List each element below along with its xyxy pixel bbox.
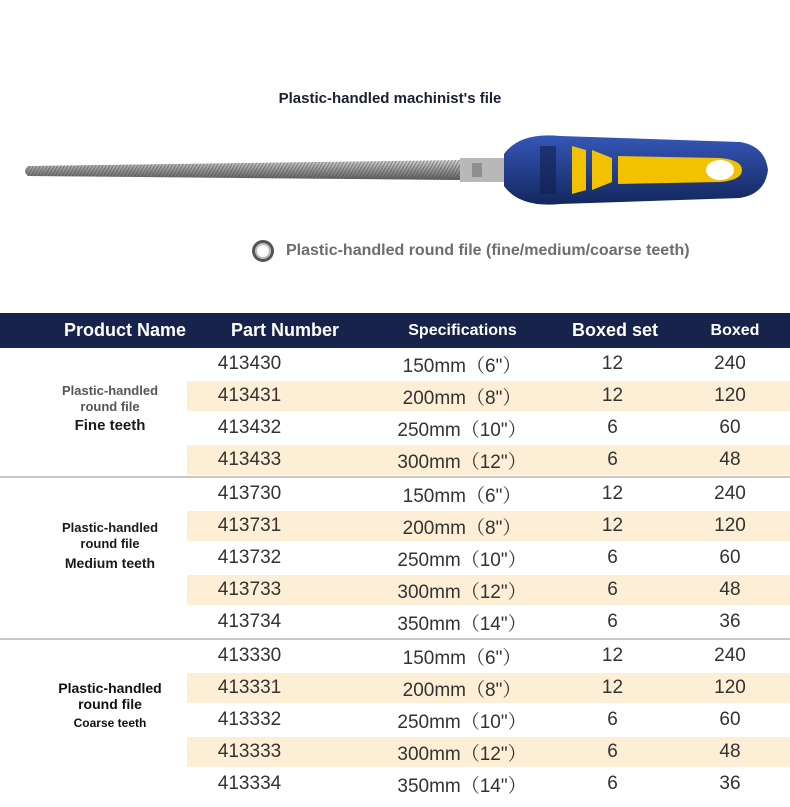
- boxed: 240: [714, 353, 746, 374]
- table-row: [0, 444, 790, 476]
- boxed-set: 12: [601, 483, 624, 504]
- round-profile-icon: [252, 240, 274, 262]
- boxed-set: 6: [607, 611, 618, 632]
- boxed: 60: [719, 547, 741, 568]
- specification: 200mm（8"）: [402, 517, 522, 539]
- boxed-set: 12: [601, 515, 624, 536]
- table-row: [0, 768, 790, 800]
- table-row: [0, 380, 790, 412]
- part-number: 413730: [217, 483, 282, 504]
- specification: 200mm（8"）: [402, 679, 522, 701]
- file-tool-image: [20, 128, 770, 208]
- boxed-set: 6: [607, 741, 618, 762]
- boxed: 48: [719, 579, 741, 600]
- specification: 150mm（6"）: [402, 355, 522, 377]
- boxed-set: 12: [601, 385, 624, 406]
- boxed-set: 12: [601, 677, 624, 698]
- table-row: [0, 510, 790, 542]
- caption: [252, 236, 690, 266]
- part-number: 413430: [217, 353, 282, 374]
- boxed: 36: [719, 611, 741, 632]
- product-table: [0, 313, 790, 800]
- boxed: 48: [719, 449, 741, 470]
- boxed-set: 12: [601, 353, 624, 374]
- page-title: Plastic-handled machinist's file: [278, 90, 502, 107]
- part-number: 413433: [217, 449, 282, 470]
- boxed: 60: [719, 417, 741, 438]
- boxed-set: 6: [607, 709, 618, 730]
- part-number: 413330: [217, 645, 282, 666]
- header-boxed-set: Boxed set: [571, 320, 659, 340]
- table-row: [0, 412, 790, 444]
- table-row: [0, 574, 790, 606]
- group-label: Plastic-handled round file Medium teeth: [61, 520, 159, 571]
- specification: 250mm（10"）: [397, 419, 527, 441]
- specification: 300mm（12"）: [397, 743, 527, 765]
- boxed-set: 6: [607, 449, 618, 470]
- boxed: 60: [719, 709, 741, 730]
- header-specifications: Specifications: [408, 321, 517, 339]
- specification: 150mm（6"）: [402, 647, 522, 669]
- boxed: 48: [719, 741, 741, 762]
- boxed: 120: [714, 385, 746, 406]
- table-header: [0, 313, 790, 348]
- group-label: Plastic-handled round file Fine teeth: [61, 383, 159, 434]
- boxed: 36: [719, 773, 741, 794]
- boxed: 240: [714, 645, 746, 666]
- boxed-set: 6: [607, 417, 618, 438]
- table-row: [0, 478, 790, 510]
- part-number: 413731: [217, 515, 282, 536]
- table-row: [0, 542, 790, 574]
- header-part-number: Part Number: [230, 320, 340, 340]
- specification: 250mm（10"）: [397, 549, 527, 571]
- table-row: [0, 736, 790, 768]
- table-row: [0, 672, 790, 704]
- boxed-set: 6: [607, 773, 618, 794]
- specification: 350mm（14"）: [397, 613, 527, 635]
- caption-text: Plastic-handled round file (fine/medium/coarse teeth): [286, 242, 690, 259]
- specification: 250mm（10"）: [397, 711, 527, 733]
- boxed-set: 12: [601, 645, 624, 666]
- table-row: [0, 348, 790, 380]
- table-row: [0, 704, 790, 736]
- part-number: 413733: [217, 579, 282, 600]
- specification: 300mm（12"）: [397, 581, 527, 603]
- header-boxed: Boxed: [710, 321, 760, 339]
- boxed: 240: [714, 483, 746, 504]
- part-number: 413734: [217, 611, 282, 632]
- group-fine-teeth: [0, 348, 790, 476]
- table-row: [0, 640, 790, 672]
- boxed: 120: [714, 515, 746, 536]
- specification: 350mm（14"）: [397, 775, 527, 797]
- boxed-set: 6: [607, 547, 618, 568]
- part-number: 413331: [217, 677, 282, 698]
- group-coarse-teeth: [0, 638, 790, 800]
- specification: 200mm（8"）: [402, 387, 522, 409]
- part-number: 413333: [217, 741, 282, 762]
- specification: 150mm（6"）: [402, 485, 522, 507]
- group-medium-teeth: [0, 476, 790, 638]
- part-number: 413432: [217, 417, 282, 438]
- part-number: 413431: [217, 385, 282, 406]
- group-label: Plastic-handled round file Coarse teeth: [58, 680, 162, 730]
- part-number: 413732: [217, 547, 282, 568]
- table-row: [0, 606, 790, 638]
- part-number: 413334: [217, 773, 282, 794]
- header-product-name: Product Name: [63, 320, 187, 340]
- boxed-set: 6: [607, 579, 618, 600]
- boxed: 120: [714, 677, 746, 698]
- part-number: 413332: [217, 709, 282, 730]
- specification: 300mm（12"）: [397, 451, 527, 473]
